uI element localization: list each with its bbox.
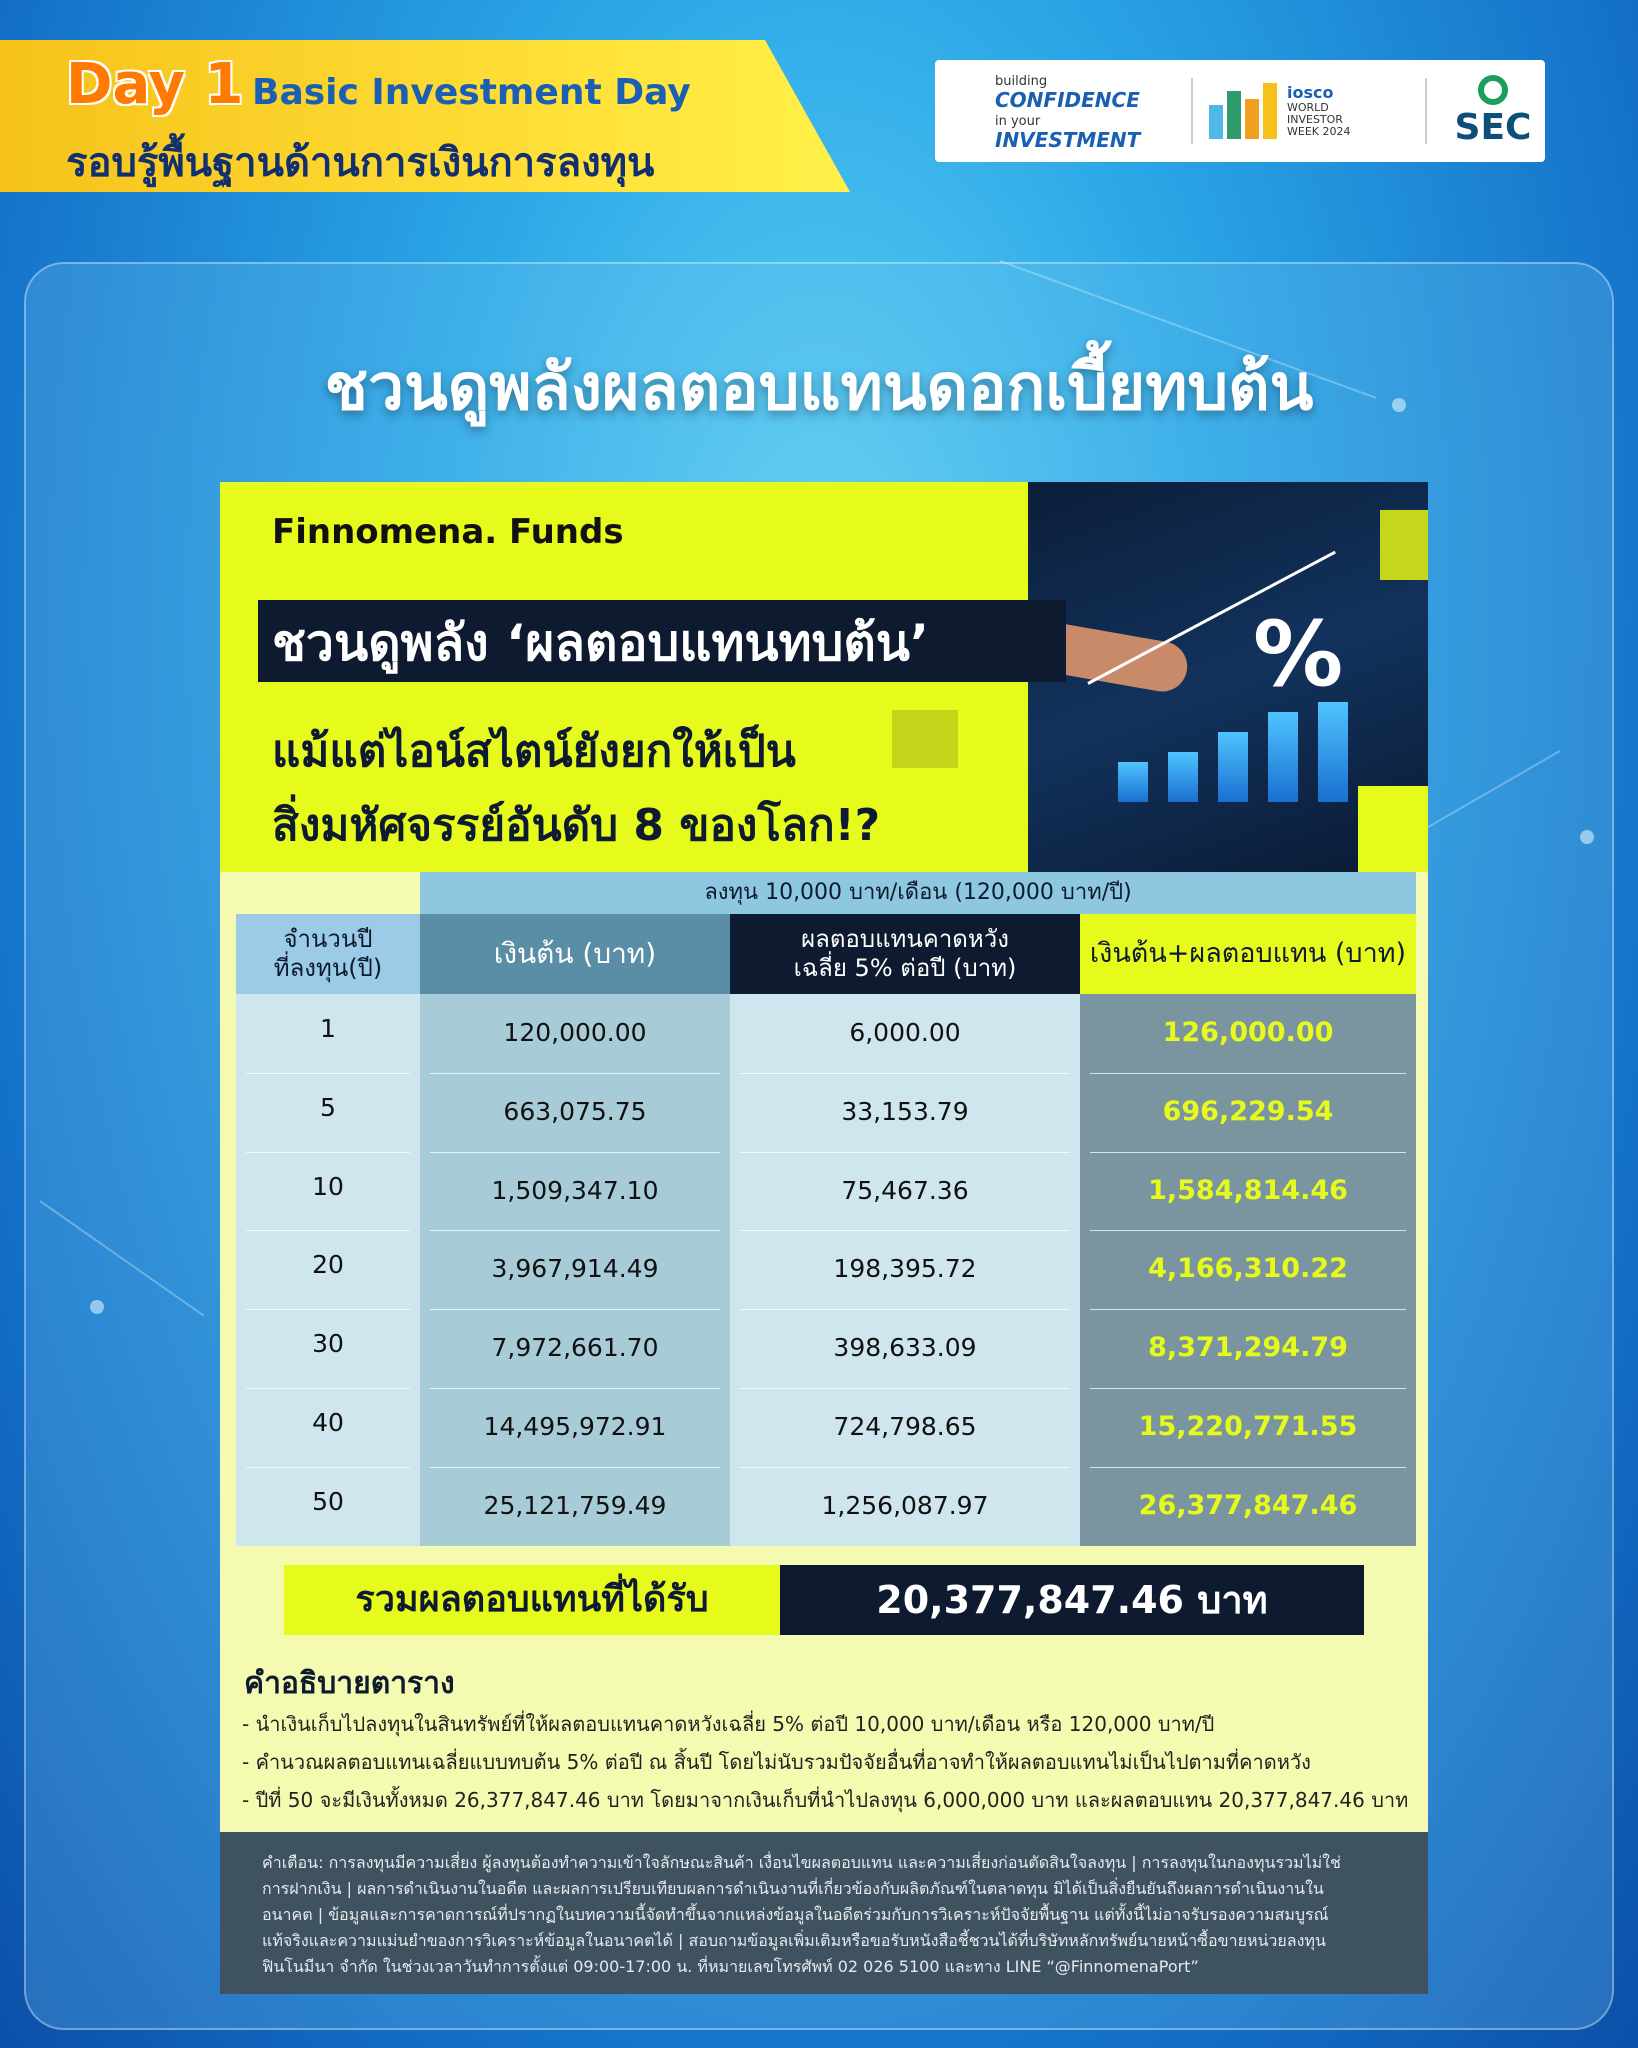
cell-total: 1,584,814.46	[1148, 1174, 1348, 1206]
cell-year: 20	[312, 1250, 344, 1280]
deck-line-1: แม้แต่ไอน์สไตน์ยังยกให้เป็น	[272, 726, 796, 777]
headline: ชวนดูพลัง ‘ผลตอบแทนทบต้น’	[272, 614, 929, 672]
explanation-line: - นำเงินเก็บไปลงทุนในสินทรัพย์ที่ให้ผลตอบแทนคาดหวังเฉลี่ย 5% ต่อปี 10,000 บาท/เดือน หรือ 120,000 บาท/ปี	[242, 1712, 1215, 1736]
cell-return: 398,633.09	[833, 1333, 977, 1363]
cell-year: 1	[320, 1014, 336, 1043]
table-row	[236, 1230, 1416, 1309]
disclaimer	[220, 1832, 1428, 1994]
header-total: เงินต้น+ผลตอบแทน (บาท)	[1080, 914, 1416, 994]
cell-year: 30	[312, 1329, 344, 1359]
image-bar	[1118, 762, 1148, 802]
disclaimer-line: ฟินโนมีนา จำกัด ในช่วงเวลาวันทำการตั้งแต่ 09:00-17:00 น. ที่หมายเลขโทรศัพท์ 02 026 5100 และทาง LINE “@FinnomenaPort”	[262, 1957, 1199, 1976]
iosco-logo: iosco WORLD INVESTOR WEEK 2024	[1209, 83, 1409, 139]
growth-chart-image	[1028, 482, 1428, 872]
table-row	[236, 994, 1416, 1073]
image-bar	[1318, 702, 1348, 802]
cell-total: 26,377,847.46	[1138, 1489, 1358, 1521]
cell-principal: 25,121,759.49	[483, 1490, 667, 1520]
brand-name: Finnomena. Funds	[272, 512, 624, 552]
cell-principal: 3,967,914.49	[491, 1254, 659, 1284]
sec-circle-icon	[1478, 75, 1508, 105]
cell-year: 40	[312, 1408, 344, 1437]
cell-return: 33,153.79	[841, 1096, 969, 1126]
disclaimer-line: คำเตือน: การลงทุนมีความเสี่ยง ผู้ลงทุนต้องทำความเข้าใจลักษณะสินค้า เงื่อนไขผลตอบแทน และความเสี่ยงก่อนตัดสินใจลงทุน | การลงทุนในกองทุนรวมไม่ใช่	[262, 1853, 1341, 1872]
decor-square	[892, 710, 958, 768]
cell-total: 15,220,771.55	[1138, 1411, 1358, 1442]
decor-square	[1380, 510, 1428, 580]
header-principal: เงินต้น (บาท)	[420, 914, 730, 994]
sec-logo: SEC	[1443, 75, 1543, 148]
table-row	[236, 1309, 1416, 1388]
cell-year: 10	[312, 1171, 344, 1201]
day-thai-title: รอบรู้พื้นฐานด้านการเงินการลงทุน	[66, 140, 655, 186]
cell-year: 5	[320, 1092, 336, 1122]
cell-principal: 14,495,972.91	[483, 1412, 667, 1441]
table-row	[236, 1388, 1416, 1467]
page-title: ชวนดูพลังผลตอบแทนดอกเบี้ยทบต้น	[324, 351, 1314, 425]
header-years: จำนวนปี ที่ลงทุน(ปี)	[236, 914, 420, 994]
image-bar	[1268, 712, 1298, 802]
cell-return: 1,256,087.97	[821, 1490, 989, 1520]
infographic-card	[220, 482, 1428, 1994]
table-top-header: ลงทุน 10,000 บาท/เดือน (120,000 บาท/ปี)	[420, 872, 1416, 914]
cell-return: 198,395.72	[833, 1254, 977, 1284]
explanation-line: - ปีที่ 50 จะมีเงินทั้งหมด 26,377,847.46 บาท โดยมาจากเงินเก็บที่นำไปลงทุน 6,000,000 บาท และผลตอบแทน 20,377,847.46 บาท	[242, 1788, 1409, 1812]
cell-total: 126,000.00	[1162, 1017, 1334, 1048]
partner-logos	[935, 60, 1545, 162]
decor-square	[1358, 786, 1428, 872]
returns-table	[236, 994, 1416, 1546]
iosco-bars-icon	[1209, 83, 1277, 139]
image-bar	[1218, 732, 1248, 802]
explanation-line: - คำนวณผลตอบแทนเฉลี่ยแบบทบต้น 5% ต่อปี ณ สิ้นปี โดยไม่นับรวมปัจจัยอื่นที่อาจทำให้ผลตอบแทนไม่เป็นไปตามที่คาดหวัง	[242, 1750, 1311, 1774]
cell-total: 4,166,310.22	[1148, 1253, 1348, 1285]
cell-return: 724,798.65	[833, 1412, 977, 1441]
logo-divider	[1425, 78, 1427, 144]
disclaimer-line: การฝากเงิน | ผลการดำเนินงานในอดีต และผลการเปรียบเทียบผลการดำเนินงานที่เกี่ยวข้องกับผลิตภัณฑ์ในตลาดทุน มิได้เป็นสิ่งยืนยันถึงผลการดำเนินงานใน	[262, 1879, 1324, 1898]
cell-principal: 663,075.75	[503, 1096, 647, 1126]
cell-total: 8,371,294.79	[1148, 1332, 1348, 1364]
total-value: 20,377,847.46 บาท	[780, 1565, 1364, 1635]
disclaimer-line: แท้จริงและความแม่นยำของการวิเคราะห์ข้อมูลในอนาคตได้ | สอบถามข้อมูลเพิ่มเติมหรือขอรับหนังสือชี้ชวนได้ที่บริษัทหลักทรัพย์นายหน้าซื้อขายหน่วยลงทุน	[262, 1931, 1326, 1950]
day-label: Day 1	[66, 52, 244, 117]
cell-return: 6,000.00	[849, 1018, 961, 1047]
percent-icon: %	[1253, 602, 1344, 707]
total-label: รวมผลตอบแทนที่ได้รับ	[284, 1565, 780, 1635]
cell-year: 50	[312, 1486, 344, 1516]
day-subtitle: Basic Investment Day	[252, 72, 691, 113]
cell-principal: 1,509,347.10	[491, 1175, 659, 1205]
cell-principal: 120,000.00	[503, 1018, 647, 1047]
table-row	[236, 1073, 1416, 1152]
image-bar	[1168, 752, 1198, 802]
cell-principal: 7,972,661.70	[491, 1333, 659, 1363]
explanation-title: คำอธิบายตาราง	[244, 1666, 455, 1701]
confidence-logo: building CONFIDENCE in your INVESTMENT	[995, 73, 1141, 153]
logo-divider	[1191, 78, 1193, 144]
header-return: ผลตอบแทนคาดหวัง เฉลี่ย 5% ต่อปี (บาท)	[730, 914, 1080, 994]
table-row	[236, 1152, 1416, 1231]
deck-line-2: สิ่งมหัศจรรย์อันดับ 8 ของโลก!?	[272, 800, 881, 851]
disclaimer-line: อนาคต | ข้อมูลและการคาดการณ์ที่ปรากฏในบทความนี้จัดทำขึ้นจากแหล่งข้อมูลในอดีตร่วมกับการวิเคราะห์ปัจจัยพื้นฐาน แต่ทั้งนี้ไม่อาจรับรองความสมบูรณ์	[262, 1905, 1329, 1924]
cell-return: 75,467.36	[841, 1175, 969, 1205]
cell-total: 696,229.54	[1162, 1095, 1334, 1127]
table-row	[236, 1467, 1416, 1546]
